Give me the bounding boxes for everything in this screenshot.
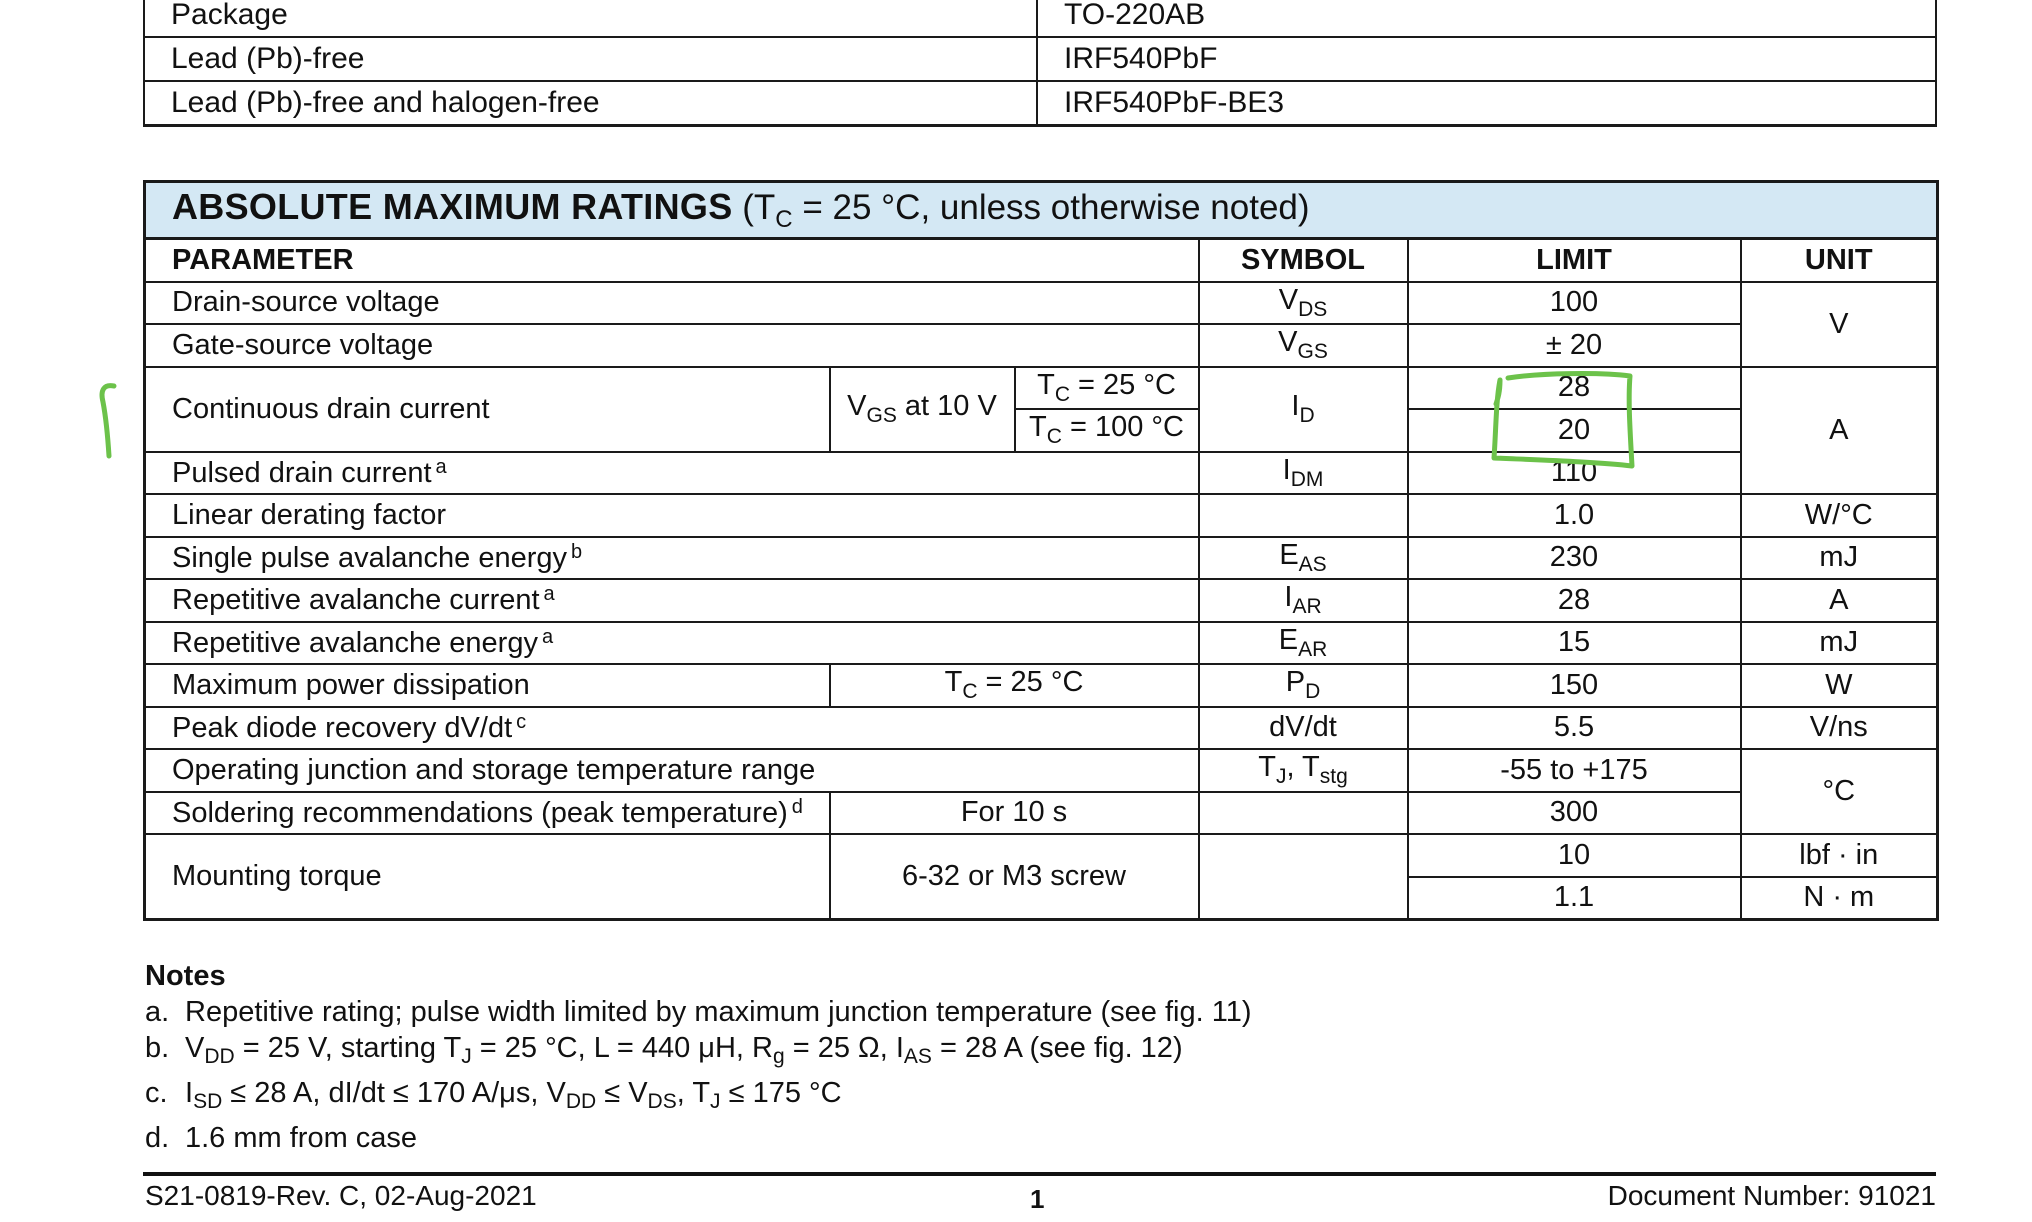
page-number: 1 [1030, 1184, 1045, 1214]
symbol-cell [1199, 749, 1408, 792]
condition-main: T [944, 666, 963, 699]
table-row [144, 37, 1936, 81]
symbol-main: T [1258, 751, 1276, 784]
symbol-cell [1199, 537, 1408, 580]
note-text: Repetitive rating; pulse width limited by maximum junction temperature (see fig. 11) [185, 996, 1252, 1028]
param-cell [145, 707, 1199, 750]
note-letter: b. [145, 1032, 170, 1064]
unit-cell: mJ [1741, 622, 1938, 665]
table-row [145, 452, 1938, 495]
symbol-sub: DM [1290, 467, 1324, 491]
symbol-cell [1199, 622, 1408, 665]
condition-cell [830, 367, 1015, 452]
condition-cell: 6-32 or M3 screw [830, 834, 1199, 920]
note-letter: c. [145, 1077, 168, 1109]
note-sub: SD [193, 1090, 223, 1113]
table-row [144, 81, 1936, 126]
param-cell [145, 537, 1199, 580]
param-cell: Operating junction and storage temperature range [145, 749, 1199, 792]
limit-cell: 1.0 [1408, 494, 1741, 537]
param-text: Pulsed drain current [172, 456, 432, 489]
note-sub: g [772, 1045, 785, 1068]
condition-cell [1015, 409, 1199, 452]
condition-rest: at 10 V [896, 390, 997, 422]
param-text: Repetitive avalanche energy [172, 626, 538, 659]
symbol-cell [1199, 282, 1408, 325]
table-row [145, 749, 1938, 792]
header-parameter: PARAMETER [145, 239, 1199, 282]
ordering-label: Package [144, 0, 1037, 37]
symbol-main: I [1282, 453, 1291, 486]
footnote-ref: a [541, 625, 554, 648]
symbol-cell [1199, 494, 1408, 537]
header-row [145, 239, 1938, 282]
note-sub: J [461, 1045, 472, 1068]
symbol-cell [1199, 452, 1408, 495]
condition-sub: GS [866, 404, 897, 427]
limit-cell: 100 [1408, 282, 1741, 325]
title-condition [732, 188, 1310, 233]
param-text: Peak diode recovery dV/dt [172, 711, 513, 744]
table-row [145, 579, 1938, 622]
note-b [145, 1030, 1252, 1075]
table-row [145, 537, 1938, 580]
ordering-table [143, 0, 1937, 127]
ordering-label: Lead (Pb)-free [144, 37, 1037, 81]
note-text: = 28 A (see fig. 12) [931, 1032, 1183, 1064]
document-number: Document Number: 91021 [1607, 1180, 1936, 1211]
unit-cell: V/ns [1741, 707, 1938, 750]
table-row [145, 834, 1938, 877]
condition-cell [830, 664, 1199, 707]
symbol-sub: GS [1297, 340, 1328, 364]
table-row [145, 282, 1938, 325]
limit-cell: 28 [1408, 579, 1741, 622]
note-text: 1.6 mm from case [185, 1122, 418, 1154]
condition-main: V [847, 390, 867, 422]
condition-cell: For 10 s [830, 792, 1199, 835]
table-title [145, 182, 1938, 239]
limit-cell: 15 [1408, 622, 1741, 665]
table-title-row [145, 182, 1938, 239]
note-sub: J [710, 1090, 721, 1113]
notes-title: Notes [145, 960, 226, 992]
param-cell: Drain-source voltage [145, 282, 1199, 325]
note-d [145, 1120, 1252, 1156]
note-sub: AS [903, 1045, 932, 1068]
unit-cell: A [1741, 367, 1938, 495]
param-cell: Mounting torque [145, 834, 830, 920]
note-text: , T [676, 1077, 711, 1109]
limit-cell: 110 [1408, 452, 1741, 495]
absolute-maximum-ratings-table [143, 180, 1939, 921]
table-row [145, 792, 1938, 835]
note-sub: DD [204, 1045, 235, 1068]
symbol-sub: AR [1292, 595, 1322, 619]
note-text: = 25 °C, L = 440 μH, R [471, 1032, 773, 1064]
table-row [145, 367, 1938, 410]
table-row [145, 664, 1938, 707]
unit-cell: °C [1741, 749, 1938, 834]
note-text: ≤ 28 A, dI/dt ≤ 170 A/μs, V [222, 1077, 566, 1109]
symbol-cell [1199, 579, 1408, 622]
ordering-value: TO-220AB [1037, 0, 1936, 37]
symbol-main: E [1279, 538, 1299, 571]
symbol-sub: stg [1319, 765, 1348, 789]
note-text: = 25 V, starting T [234, 1032, 462, 1064]
symbol-main: I [1284, 581, 1293, 614]
condition-rest: = 25 °C [1069, 368, 1176, 401]
note-a [145, 994, 1252, 1030]
param-cell [145, 792, 830, 835]
table-row [145, 622, 1938, 665]
param-text: Single pulse avalanche energy [172, 541, 567, 574]
ordering-value: IRF540PbF [1037, 37, 1936, 81]
symbol-main: , T [1286, 751, 1320, 784]
note-letter: a. [145, 996, 170, 1028]
symbol-cell [1199, 834, 1408, 920]
unit-cell: A [1741, 579, 1938, 622]
symbol-main: P [1285, 666, 1306, 699]
param-cell: Linear derating factor [145, 494, 1199, 537]
limit-cell: 1.1 [1408, 877, 1741, 920]
footer-revision: S21-0819-Rev. C, 02-Aug-2021 [145, 1180, 537, 1211]
param-cell [145, 452, 1199, 495]
param-cell [145, 622, 1199, 665]
symbol-sub: AR [1298, 637, 1328, 661]
condition-sub: C [1046, 425, 1062, 449]
note-text: V [185, 1032, 205, 1064]
limit-cell: 230 [1408, 537, 1741, 580]
symbol-main: V [1278, 326, 1298, 359]
condition-cell [1015, 367, 1199, 410]
note-c [145, 1075, 1252, 1120]
header-unit: UNIT [1741, 239, 1938, 282]
title-condition-close: = 25 °C, unless otherwise noted) [792, 188, 1310, 227]
condition-sub: C [962, 680, 978, 704]
symbol-cell [1199, 324, 1408, 367]
symbol-sub: DS [1298, 297, 1328, 321]
title-condition-open: (T [732, 188, 776, 227]
condition-sub: C [1054, 382, 1070, 406]
unit-cell: V [1741, 282, 1938, 367]
title-condition-sub: C [775, 206, 793, 233]
note-sub: DD [565, 1090, 597, 1113]
header-limit: LIMIT [1408, 239, 1741, 282]
param-cell: Continuous drain current [145, 367, 830, 452]
unit-cell: lbf · in [1741, 834, 1938, 877]
limit-cell: 5.5 [1408, 707, 1741, 750]
footer-rule [143, 1172, 1936, 1176]
note-text: ≤ V [596, 1077, 648, 1109]
limit-cell: 20 [1408, 409, 1741, 452]
symbol-sub: D [1299, 404, 1315, 427]
note-text: = 25 Ω, I [784, 1032, 904, 1064]
table-row [145, 494, 1938, 537]
symbol-sub: D [1305, 680, 1321, 704]
param-text: Soldering recommendations (peak temperature) [172, 796, 788, 829]
param-cell: Maximum power dissipation [145, 664, 830, 707]
ordering-label: Lead (Pb)-free and halogen-free [144, 81, 1037, 126]
table-row [145, 707, 1938, 750]
notes-section [145, 958, 1252, 1156]
footnote-ref: c [516, 710, 527, 733]
symbol-cell [1199, 664, 1408, 707]
note-sub: DS [647, 1090, 677, 1113]
limit-cell: -55 to +175 [1408, 749, 1741, 792]
limit-cell: 10 [1408, 834, 1741, 877]
margin-bracket-mark [102, 386, 114, 456]
condition-main: T [1037, 368, 1055, 401]
unit-cell: mJ [1741, 537, 1938, 580]
note-text: I [185, 1077, 194, 1109]
symbol-main: V [1278, 283, 1299, 316]
limit-cell: 150 [1408, 664, 1741, 707]
table-row [145, 324, 1938, 367]
symbol-sub: J [1275, 765, 1287, 789]
unit-cell: W/°C [1741, 494, 1938, 537]
limit-cell: 28 [1408, 367, 1741, 410]
footnote-ref: d [791, 795, 803, 818]
param-cell: Gate-source voltage [145, 324, 1199, 367]
footnote-ref: a [435, 455, 447, 478]
symbol-main: I [1291, 390, 1300, 422]
ordering-value: IRF540PbF-BE3 [1037, 81, 1936, 126]
symbol-cell [1199, 367, 1408, 452]
limit-cell: 300 [1408, 792, 1741, 835]
condition-main: T [1029, 411, 1047, 444]
table-row [144, 0, 1936, 37]
symbol-main: E [1278, 623, 1299, 656]
param-cell [145, 579, 1199, 622]
param-text: Repetitive avalanche current [172, 584, 540, 617]
note-text: ≤ 175 °C [720, 1077, 842, 1109]
limit-cell: ± 20 [1408, 324, 1741, 367]
note-letter: d. [145, 1122, 170, 1154]
condition-rest: = 100 °C [1061, 411, 1184, 444]
footnote-ref: b [571, 540, 583, 563]
symbol-cell [1199, 792, 1408, 835]
header-symbol: SYMBOL [1199, 239, 1408, 282]
unit-cell: N · m [1741, 877, 1938, 920]
symbol-sub: AS [1298, 552, 1327, 576]
title-main: ABSOLUTE MAXIMUM RATINGS [172, 186, 733, 227]
footnote-ref: a [543, 583, 555, 606]
unit-cell: W [1741, 664, 1938, 707]
symbol-cell: dV/dt [1199, 707, 1408, 750]
condition-rest: = 25 °C [977, 666, 1084, 699]
